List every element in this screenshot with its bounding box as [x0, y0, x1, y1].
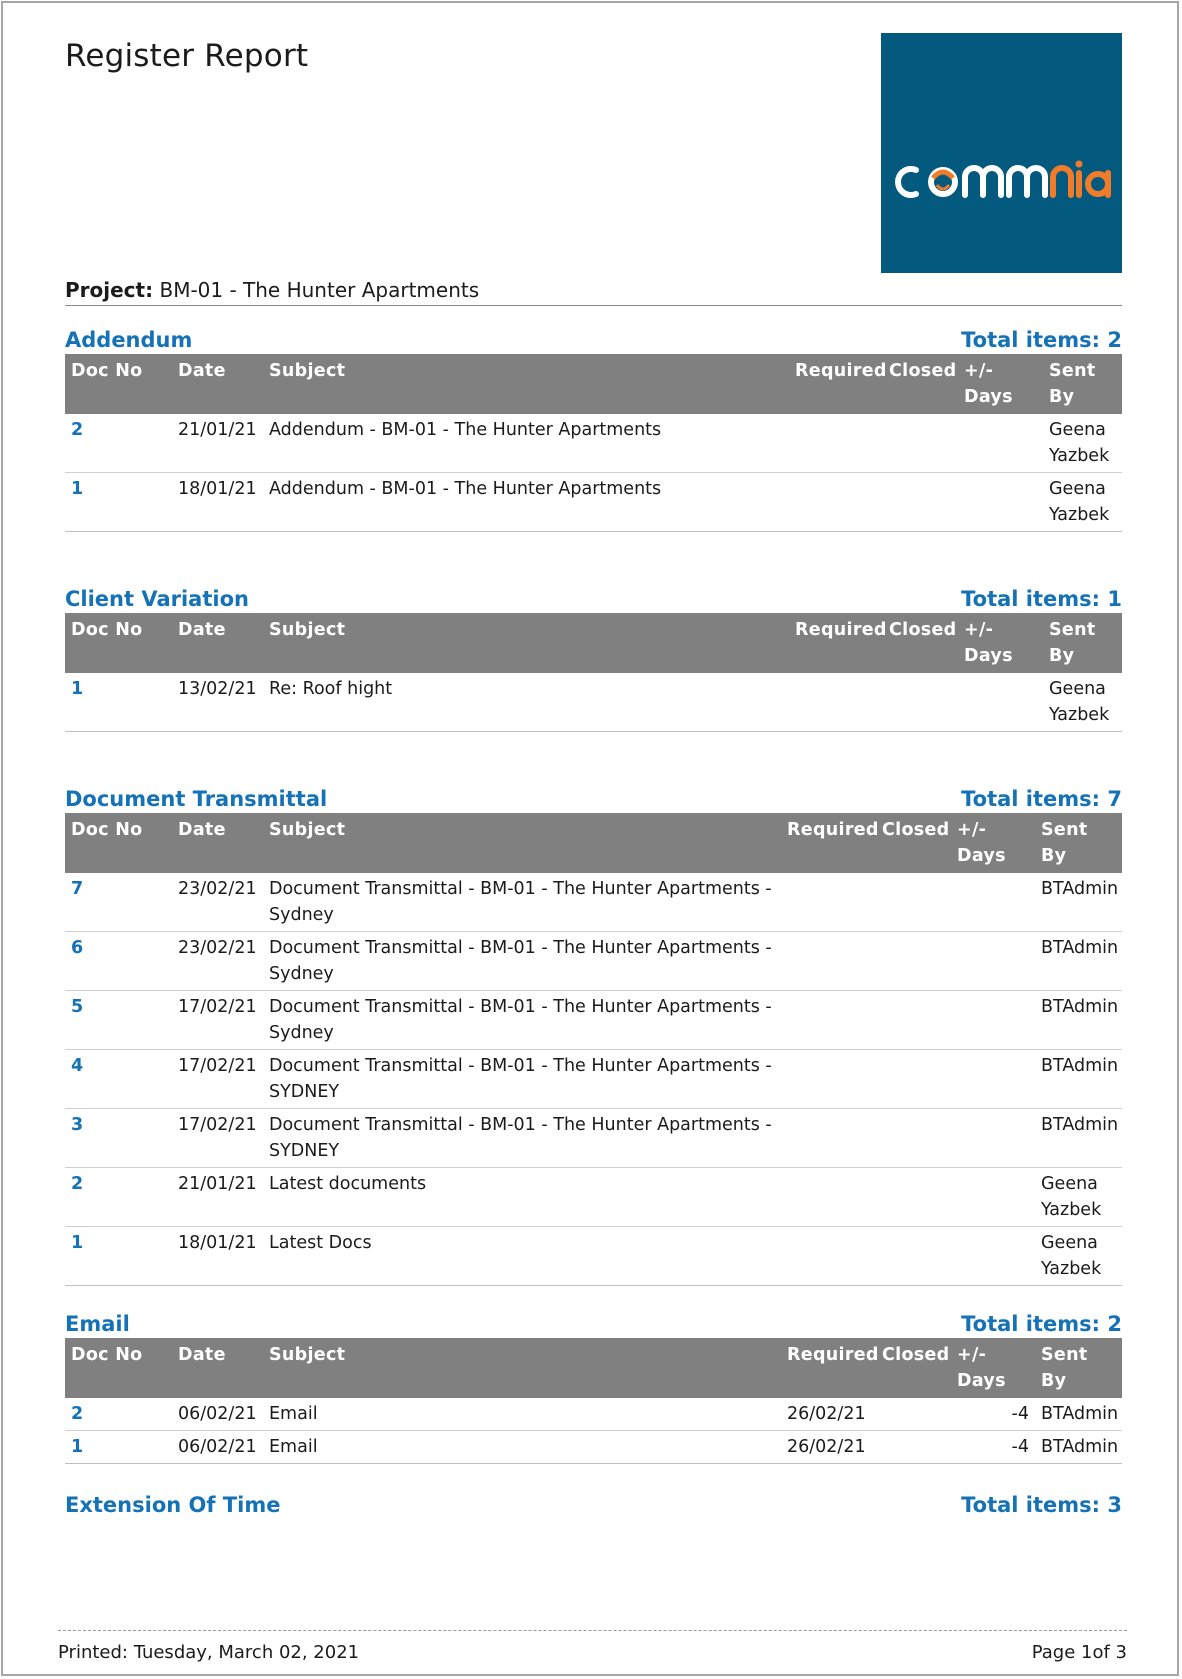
days-cell	[951, 932, 1035, 991]
doc-no-link[interactable]: 1	[65, 473, 172, 532]
sent-by-cell: Geena Yazbek	[1043, 473, 1122, 532]
col-sent-by: Sent By	[1043, 354, 1122, 414]
date-cell: 06/02/21	[172, 1398, 263, 1431]
section-title: Email	[65, 1312, 130, 1336]
table-row[interactable]	[65, 1168, 1122, 1227]
sent-by-cell: Geena Yazbek	[1043, 673, 1122, 732]
required-cell	[789, 414, 883, 473]
section-total: Total items: 2	[961, 1312, 1122, 1336]
days-cell	[951, 1050, 1035, 1109]
required-cell: 26/02/21	[781, 1398, 876, 1431]
closed-cell	[876, 873, 951, 932]
days-cell	[958, 473, 1043, 532]
days-cell	[951, 1227, 1035, 1286]
table-row[interactable]	[65, 1050, 1122, 1109]
col-date: Date	[172, 613, 263, 673]
col-closed: Closed	[876, 813, 951, 873]
table-header-row	[65, 813, 1122, 873]
col-required: Required	[781, 1338, 876, 1398]
doc-no-link[interactable]: 3	[65, 1109, 172, 1168]
project-label: Project:	[65, 278, 154, 302]
sent-by-cell: Geena Yazbek	[1035, 1168, 1122, 1227]
col-doc-no: Doc No	[65, 813, 172, 873]
days-cell	[958, 414, 1043, 473]
col-sent-by: Sent By	[1043, 613, 1122, 673]
sent-by-cell: BTAdmin	[1035, 1109, 1122, 1168]
table-document-transmittal	[65, 813, 1122, 1286]
table-row[interactable]	[65, 932, 1122, 991]
page-number: Page 1of 3	[1031, 1642, 1127, 1663]
sent-by-cell: Geena Yazbek	[1043, 414, 1122, 473]
sent-by-cell: BTAdmin	[1035, 873, 1122, 932]
subject-cell: Document Transmittal - BM-01 - The Hunter Apartments - Sydney	[263, 873, 781, 932]
required-cell	[789, 673, 883, 732]
table-row[interactable]	[65, 1398, 1122, 1431]
required-cell: 26/02/21	[781, 1431, 876, 1464]
date-cell: 17/02/21	[172, 991, 263, 1050]
col-sent-by: Sent By	[1035, 813, 1122, 873]
date-cell: 18/01/21	[172, 1227, 263, 1286]
subject-cell: Addendum - BM-01 - The Hunter Apartments	[263, 414, 789, 473]
table-row[interactable]	[65, 1227, 1122, 1286]
col-closed: Closed	[883, 613, 958, 673]
date-cell: 18/01/21	[172, 473, 263, 532]
required-cell	[789, 473, 883, 532]
closed-cell	[876, 1431, 951, 1464]
col-subject: Subject	[263, 613, 789, 673]
logo-graphic	[881, 33, 1122, 273]
days-cell	[951, 1168, 1035, 1227]
closed-cell	[883, 414, 958, 473]
date-cell: 23/02/21	[172, 932, 263, 991]
required-cell	[781, 1050, 876, 1109]
section-title: Document Transmittal	[65, 787, 328, 811]
required-cell	[781, 1168, 876, 1227]
section-title: Addendum	[65, 328, 193, 352]
date-cell: 06/02/21	[172, 1431, 263, 1464]
subject-cell: Document Transmittal - BM-01 - The Hunter Apartments - Sydney	[263, 932, 781, 991]
page-footer	[58, 1630, 1127, 1671]
days-cell	[951, 991, 1035, 1050]
subject-cell: Document Transmittal - BM-01 - The Hunter Apartments - Sydney	[263, 991, 781, 1050]
days-cell: -4	[951, 1398, 1035, 1431]
section-title: Client Variation	[65, 587, 249, 611]
table-header-row	[65, 1338, 1122, 1398]
sent-by-cell: BTAdmin	[1035, 1050, 1122, 1109]
col-required: Required	[789, 354, 883, 414]
closed-cell	[876, 991, 951, 1050]
report-title: Register Report	[65, 38, 309, 74]
doc-no-link[interactable]: 7	[65, 873, 172, 932]
col-sent-by: Sent By	[1035, 1338, 1122, 1398]
col-doc-no: Doc No	[65, 354, 172, 414]
table-row[interactable]	[65, 873, 1122, 932]
subject-cell: Email	[263, 1431, 781, 1464]
date-cell: 13/02/21	[172, 673, 263, 732]
printed-date: Printed: Tuesday, March 02, 2021	[58, 1642, 360, 1663]
days-cell	[951, 1109, 1035, 1168]
required-cell	[781, 991, 876, 1050]
section-total: Total items: 7	[961, 787, 1122, 811]
days-cell	[951, 873, 1035, 932]
section-header-email	[65, 1310, 1122, 1338]
col-date: Date	[172, 813, 263, 873]
col-subject: Subject	[263, 813, 781, 873]
closed-cell	[876, 1109, 951, 1168]
required-cell	[781, 873, 876, 932]
col-doc-no: Doc No	[65, 613, 172, 673]
days-cell: -4	[951, 1431, 1035, 1464]
section-header-addendum	[65, 326, 1122, 354]
subject-cell: Document Transmittal - BM-01 - The Hunter Apartments - SYDNEY	[263, 1109, 781, 1168]
date-cell: 23/02/21	[172, 873, 263, 932]
closed-cell	[876, 1168, 951, 1227]
subject-cell: Latest documents	[263, 1168, 781, 1227]
subject-cell: Latest Docs	[263, 1227, 781, 1286]
doc-no-link[interactable]: 6	[65, 932, 172, 991]
doc-no-link[interactable]: 2	[65, 1168, 172, 1227]
col-date: Date	[172, 1338, 263, 1398]
closed-cell	[883, 673, 958, 732]
col-subject: Subject	[263, 1338, 781, 1398]
closed-cell	[876, 1227, 951, 1286]
table-row[interactable]	[65, 1431, 1122, 1464]
table-row[interactable]	[65, 414, 1122, 473]
required-cell	[781, 932, 876, 991]
table-row[interactable]	[65, 1109, 1122, 1168]
project-line	[65, 275, 1122, 306]
col-days: +/-Days	[958, 354, 1043, 414]
doc-no-link[interactable]: 1	[65, 673, 172, 732]
col-doc-no: Doc No	[65, 1338, 172, 1398]
col-subject: Subject	[263, 354, 789, 414]
section-header-client-variation	[65, 585, 1122, 613]
table-header-row	[65, 354, 1122, 414]
date-cell: 21/01/21	[172, 414, 263, 473]
sent-by-cell: Geena Yazbek	[1035, 1227, 1122, 1286]
table-header-row	[65, 613, 1122, 673]
section-title: Extension Of Time	[65, 1493, 281, 1517]
project-value: BM-01 - The Hunter Apartments	[153, 278, 480, 302]
table-row[interactable]	[65, 991, 1122, 1050]
date-cell: 17/02/21	[172, 1109, 263, 1168]
sent-by-cell: BTAdmin	[1035, 1398, 1122, 1431]
doc-no-link[interactable]: 4	[65, 1050, 172, 1109]
col-days: +/-Days	[958, 613, 1043, 673]
subject-cell: Email	[263, 1398, 781, 1431]
table-client-variation	[65, 613, 1122, 732]
table-email	[65, 1338, 1122, 1464]
col-closed: Closed	[883, 354, 958, 414]
col-days: +/-Days	[951, 813, 1035, 873]
company-logo	[881, 33, 1122, 273]
subject-cell: Re: Roof hight	[263, 673, 789, 732]
date-cell: 17/02/21	[172, 1050, 263, 1109]
section-total: Total items: 3	[961, 1493, 1122, 1517]
table-row[interactable]	[65, 673, 1122, 732]
section-header-document-transmittal	[65, 785, 1122, 813]
doc-no-link[interactable]: 1	[65, 1227, 172, 1286]
required-cell	[781, 1109, 876, 1168]
doc-no-link[interactable]: 1	[65, 1431, 172, 1464]
closed-cell	[876, 1398, 951, 1431]
col-required: Required	[789, 613, 883, 673]
col-date: Date	[172, 354, 263, 414]
col-days: +/-Days	[951, 1338, 1035, 1398]
closed-cell	[876, 932, 951, 991]
subject-cell: Document Transmittal - BM-01 - The Hunter Apartments - SYDNEY	[263, 1050, 781, 1109]
doc-no-link[interactable]: 2	[65, 1398, 172, 1431]
closed-cell	[876, 1050, 951, 1109]
doc-no-link[interactable]: 2	[65, 414, 172, 473]
sent-by-cell: BTAdmin	[1035, 932, 1122, 991]
subject-cell: Addendum - BM-01 - The Hunter Apartments	[263, 473, 789, 532]
sent-by-cell: BTAdmin	[1035, 991, 1122, 1050]
section-total: Total items: 2	[961, 328, 1122, 352]
doc-no-link[interactable]: 5	[65, 991, 172, 1050]
table-row[interactable]	[65, 473, 1122, 532]
sent-by-cell: BTAdmin	[1035, 1431, 1122, 1464]
required-cell	[781, 1227, 876, 1286]
closed-cell	[883, 473, 958, 532]
col-required: Required	[781, 813, 876, 873]
days-cell	[958, 673, 1043, 732]
col-closed: Closed	[876, 1338, 951, 1398]
section-total: Total items: 1	[961, 587, 1122, 611]
date-cell: 21/01/21	[172, 1168, 263, 1227]
table-addendum	[65, 354, 1122, 532]
section-header-extension-of-time	[65, 1491, 1122, 1519]
